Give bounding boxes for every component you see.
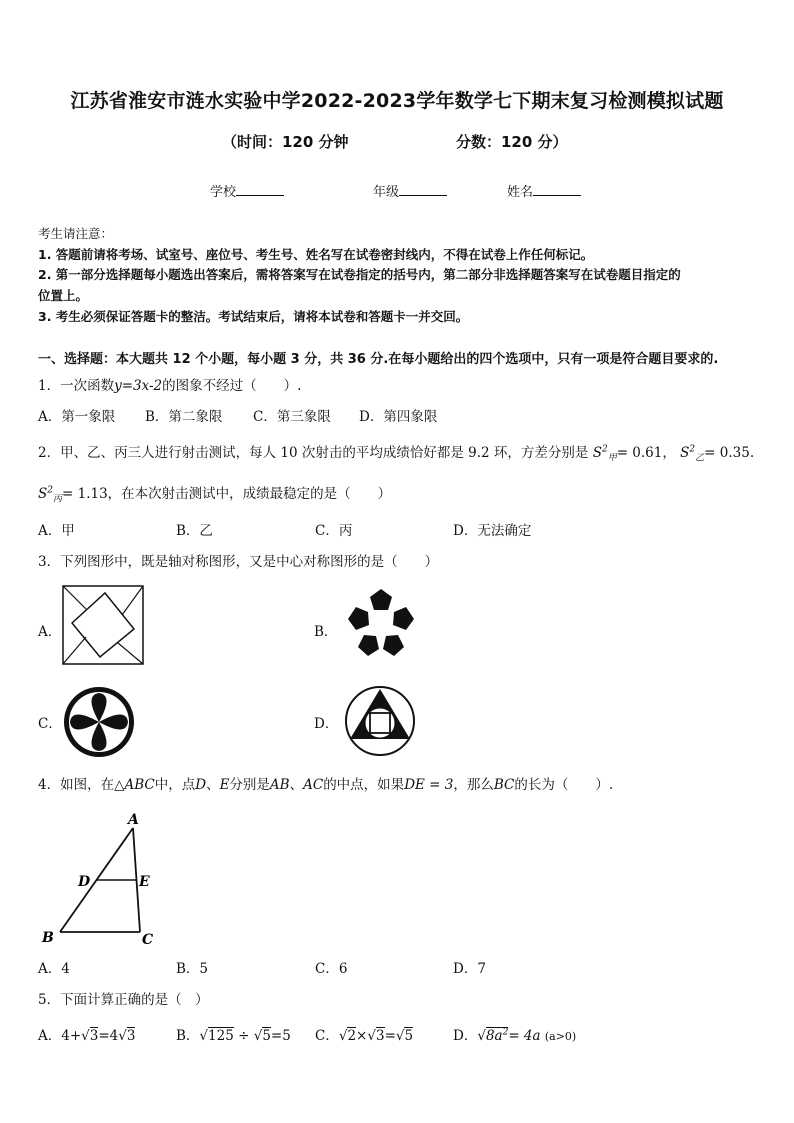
note-item: 3. 考生必须保证答题卡的整洁。考试结束后，请将本试卷和答题卡一并交回。 (38, 309, 469, 324)
grade-blank[interactable] (399, 182, 447, 196)
s-bing-value: = 1.13 (62, 486, 108, 502)
exam-time: （时间：120 分钟 (222, 133, 349, 151)
q5-a-radicand: 3 (89, 1028, 99, 1044)
q1-option-a[interactable]: A．第一象限 (38, 409, 116, 425)
q2-line2: ，在本次射击测试中，成绩最稳定的是（ ） (107, 486, 392, 502)
q5-b-radicand1: 125 (208, 1028, 234, 1044)
sqrt-icon: √ (395, 1028, 405, 1044)
school-label: 学校 (210, 185, 237, 200)
q5-option-d[interactable] (453, 1024, 576, 1044)
q1-post: 的图象不经过（ ）. (162, 378, 302, 394)
q5-option-a[interactable] (38, 1024, 135, 1044)
sqrt-icon: √ (118, 1028, 127, 1044)
q2-option-d[interactable]: D．无法确定 (453, 523, 532, 539)
q4-option-d[interactable]: D．7 (453, 961, 486, 977)
label-c: C (142, 932, 154, 948)
q5-option-b[interactable] (176, 1024, 291, 1044)
name-label: 姓名 (507, 185, 534, 200)
note-item: 1. 答题前请将考场、试室号、座位号、考生号、姓名写在试卷密封线内，不得在试卷上作任何标记。 (38, 247, 594, 262)
q4-option-a[interactable]: A．4 (38, 961, 70, 977)
section-heading: 一、选择题：本大题共 12 个小题，每小题 3 分，共 36 分.在每小题给出的四个选项中，只有一项是符合题目要求的. (38, 352, 719, 367)
q3-option-a-label[interactable]: A． (38, 624, 62, 640)
q5-b-label: B． (176, 1028, 200, 1044)
q5-c-eq: = (384, 1028, 396, 1044)
q4-bc: BC (493, 777, 515, 793)
s-yi-value: = 0.35. (704, 445, 755, 461)
q4-option-b[interactable]: B．5 (176, 961, 209, 977)
q5-a-label: A． (38, 1028, 62, 1044)
q4-mid3: 的中点，如果 (323, 777, 405, 793)
question-4 (38, 773, 613, 793)
q4-mid4: ，那么 (453, 777, 494, 793)
q5-c-radicand1: 2 (347, 1028, 357, 1044)
q4-option-c[interactable]: C．6 (315, 961, 348, 977)
name-field[interactable] (507, 181, 581, 200)
label-e: E (139, 874, 150, 890)
q4-ab: AB (269, 777, 290, 793)
q2-line1: 2．甲、乙、丙三人进行射击测试，每人 10 次射击的平均成绩恰好都是 9.2 环，方差分别是 (38, 445, 589, 461)
sqrt-icon: √ (367, 1028, 376, 1044)
q1-option-d[interactable]: D．第四象限 (359, 409, 438, 425)
q5-d-radicand: $8a^2$ (485, 1027, 509, 1044)
s-yi-symbol: $S^2_乙$ (680, 444, 705, 464)
q1-option-c[interactable]: C．第三象限 (253, 409, 331, 425)
q4-mid2: 分别是 (229, 777, 270, 793)
name-blank[interactable] (533, 182, 581, 196)
q4-de: DE = 3 (404, 777, 454, 793)
q3-option-b-label[interactable]: B． (314, 624, 338, 640)
s-bing-symbol: $S^2_丙$ (38, 485, 62, 505)
school-blank[interactable] (236, 182, 284, 196)
q5-a-part1: 4+ (61, 1028, 82, 1044)
q5-d-label: D． (453, 1028, 478, 1044)
q4-pre: 4．如图，在 (38, 777, 115, 793)
question-1 (38, 374, 301, 394)
sqrt-icon: √ (253, 1028, 263, 1044)
q5-b-radicand2: 5 (262, 1028, 271, 1044)
question-2-cont (38, 482, 391, 505)
q3-option-c-label[interactable]: C． (38, 716, 62, 732)
q4-e: E (219, 777, 230, 793)
q4-triangle: △ABC (114, 777, 155, 793)
q4-triangle-figure (38, 810, 168, 950)
label-d: D (78, 874, 91, 890)
q4-d: D (195, 777, 207, 793)
q2-option-a[interactable]: A．甲 (38, 523, 75, 539)
q4-post: 的长为（ ）. (514, 777, 614, 793)
label-a: A (128, 812, 139, 828)
q3-figure-b[interactable] (344, 585, 418, 659)
q5-a-radicand2: 3 (126, 1028, 136, 1044)
q5-d-eq: = 4a (508, 1028, 541, 1044)
s-jia-symbol: $S^2_甲$ (592, 444, 617, 464)
q1-pre: 1．一次函数 (38, 378, 115, 394)
q3-option-d-label[interactable]: D． (314, 716, 339, 732)
sqrt-icon: √ (81, 1028, 90, 1044)
sqrt-icon: √ (477, 1028, 486, 1044)
sqrt-icon: √ (338, 1028, 348, 1044)
label-b: B (42, 930, 54, 946)
q4-sep2: 、 (289, 777, 304, 793)
q4-sep: 、 (206, 777, 220, 793)
page-title: 江苏省淮安市涟水实验中学2022-2023学年数学七下期末复习检测模拟试题 (70, 90, 724, 112)
q4-mid: 中，点 (154, 777, 196, 793)
note-item: 2. 第一部分选择题每小题选出答案后，需将答案写在试卷指定的括号内，第二部分非选择题答案写在试卷题目指定的 (38, 267, 681, 282)
q4-ac: AC (303, 777, 324, 793)
q3-figure-d[interactable] (344, 685, 416, 757)
grade-field[interactable] (373, 181, 447, 200)
q3-figure-c[interactable] (62, 685, 136, 759)
q5-option-c[interactable] (315, 1024, 413, 1044)
q2-option-b[interactable]: B．乙 (176, 523, 213, 539)
question-5: 5．下面计算正确的是（ ） (38, 992, 209, 1008)
q5-c-radicand2: 3 (375, 1028, 385, 1044)
grade-label: 年级 (373, 185, 400, 200)
note-item: 位置上。 (38, 288, 89, 303)
q1-expr: y=3x-2 (114, 378, 163, 394)
q5-d-condition: (a>0) (544, 1030, 577, 1043)
q5-c-times: × (356, 1028, 368, 1044)
exam-score: 分数：120 分） (456, 133, 568, 151)
q5-a-part2: =4 (98, 1028, 119, 1044)
sqrt-icon: √ (199, 1028, 209, 1044)
q5-b-div: ÷ (233, 1028, 254, 1044)
q1-option-b[interactable]: B．第二象限 (145, 409, 223, 425)
s-jia-value: = 0.61， (616, 445, 676, 461)
school-field[interactable] (210, 181, 284, 200)
q2-option-c[interactable]: C．丙 (315, 523, 353, 539)
notes-heading: 考生请注意： (38, 226, 114, 241)
question-3: 3．下列图形中，既是轴对称图形，又是中心对称图形的是（ ） (38, 554, 439, 570)
q3-figure-a[interactable] (62, 585, 144, 665)
q5-c-label: C． (315, 1028, 339, 1044)
question-2 (38, 441, 754, 464)
q5-b-eq: =5 (270, 1028, 291, 1044)
q5-c-radicand3: 5 (404, 1028, 414, 1044)
